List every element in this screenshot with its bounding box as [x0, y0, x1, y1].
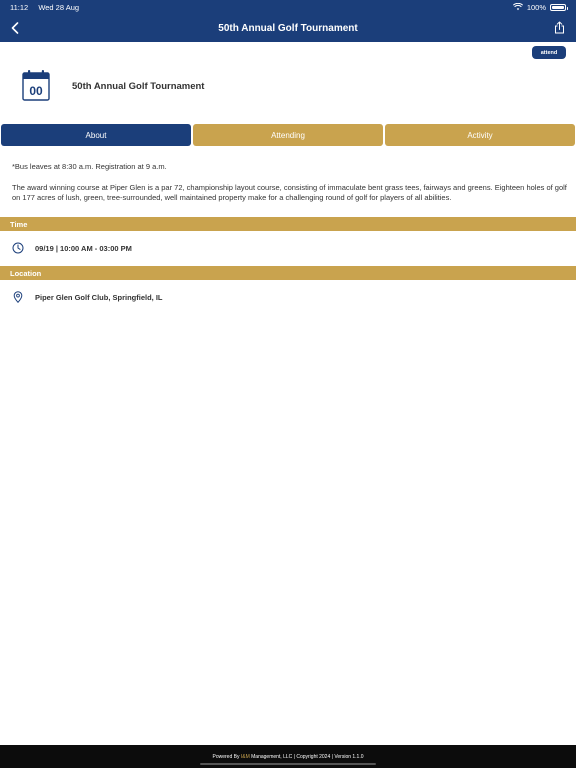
footer: [0, 745, 576, 768]
battery-icon: [550, 4, 566, 11]
tab-bar: [1, 124, 575, 146]
footer-text: [212, 754, 363, 760]
calendar-number: 00: [29, 84, 43, 98]
description-note: *Bus leaves at 8:30 a.m. Registration at 9 a.m.: [12, 162, 167, 171]
status-left: [10, 3, 87, 12]
battery-percent: 100%: [526, 2, 546, 12]
attend-button[interactable]: attend: [532, 46, 566, 59]
status-date: Wed 28 Aug: [38, 2, 80, 12]
clock-icon: [12, 242, 24, 254]
chevron-left-icon: [11, 22, 19, 34]
nav-bar: [0, 14, 576, 42]
footer-brand: I&M: [240, 753, 250, 760]
time-section-header: Time: [0, 217, 576, 231]
location-section-header: Location: [0, 266, 576, 280]
time-row: [12, 242, 132, 254]
status-time: 11:12: [10, 2, 29, 12]
share-button[interactable]: [550, 18, 568, 36]
event-location: Piper Glen Golf Club, Springfield, IL: [35, 292, 163, 302]
wifi-icon: [513, 3, 523, 11]
status-right: [513, 3, 566, 12]
calendar-icon: [22, 69, 50, 101]
tab-about[interactable]: About: [1, 124, 191, 146]
share-icon: [554, 21, 565, 34]
event-description: [12, 162, 568, 214]
footer-prefix: Powered By: [212, 753, 241, 760]
tab-activity[interactable]: Activity: [385, 124, 575, 146]
map-pin-icon: [12, 291, 24, 303]
nav-title: 50th Annual Golf Tournament: [218, 22, 358, 34]
description-body: The award winning course at Piper Glen is a par 72, championship layout course, consisting of immaculate bent grass tees, fairways and greens. Eighteen holes of golf on 177 acres of lush, green, tree-surrounded, well maintained property make for a challenging round of golf for players of all abilities.: [12, 183, 567, 202]
back-button[interactable]: [6, 19, 24, 37]
tab-attending[interactable]: Attending: [193, 124, 383, 146]
footer-suffix: Management, LLC | Copyright 2024 | Version 1.1.0: [249, 753, 364, 760]
event-header: [22, 69, 205, 101]
event-title: 50th Annual Golf Tournament: [72, 81, 205, 92]
event-time: 09/19 | 10:00 AM - 03:00 PM: [35, 243, 132, 253]
home-indicator: [200, 763, 376, 765]
location-row[interactable]: [12, 291, 163, 303]
status-bar: [0, 0, 576, 14]
